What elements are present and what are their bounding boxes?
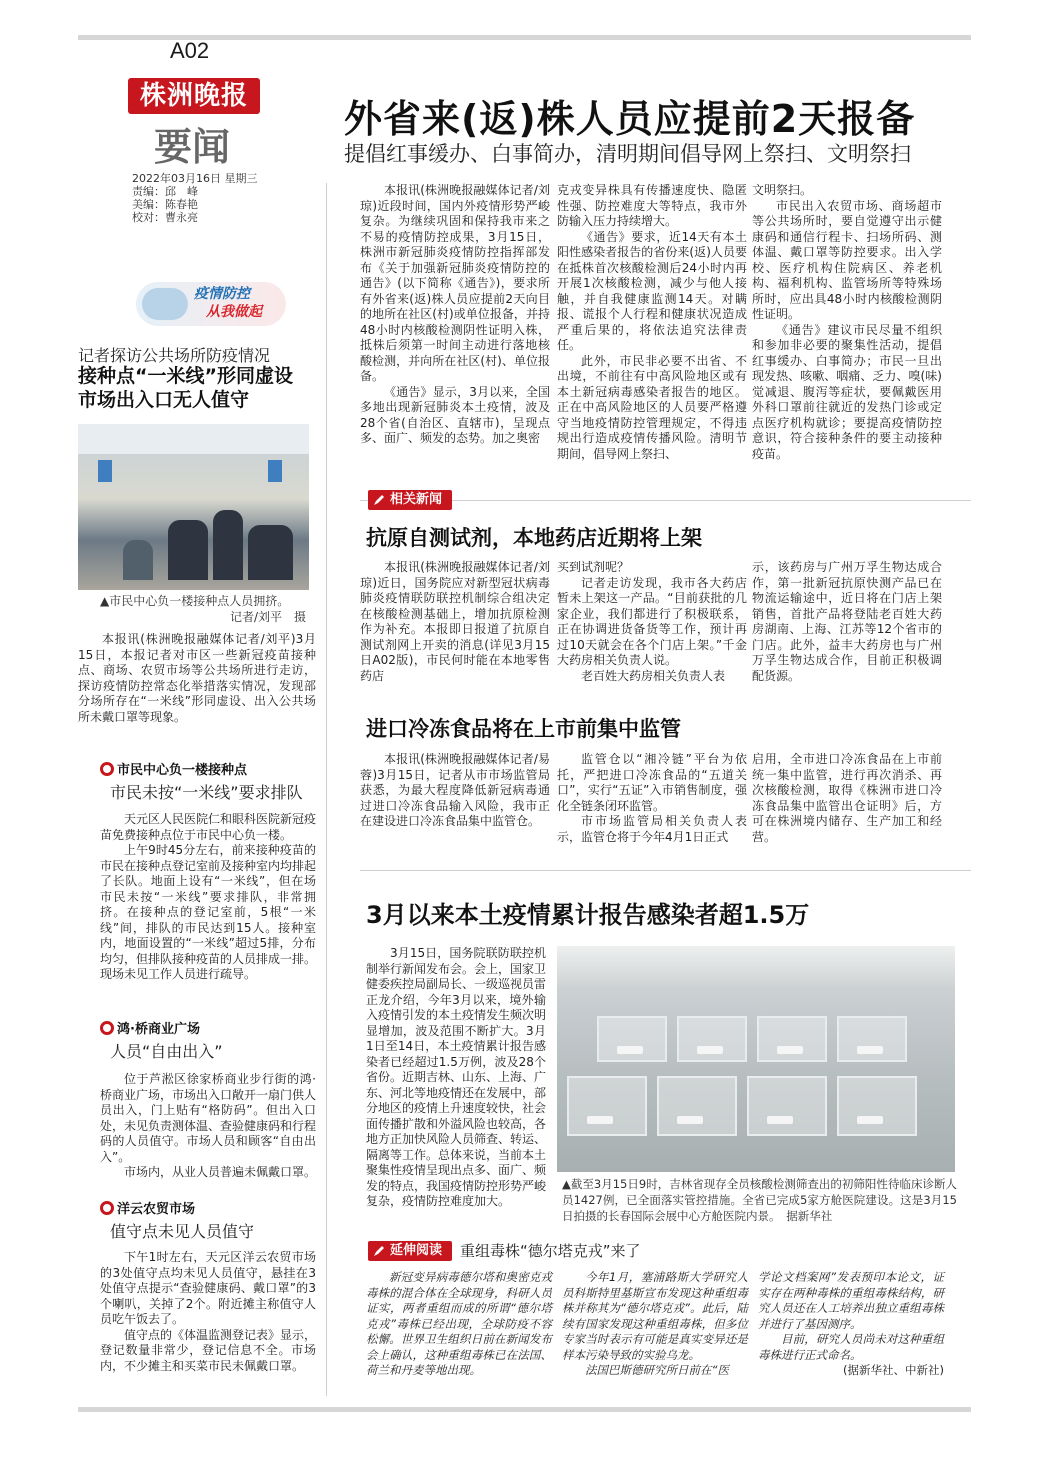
pen-icon xyxy=(373,1245,385,1257)
hospital-photo-credit: 据新华社 xyxy=(786,1209,833,1223)
left-story-headline-2: 市场出入口无人值守 xyxy=(78,389,250,411)
issue-date: 2022年03月16日 星期三 xyxy=(132,172,258,185)
bottom-rule xyxy=(78,1407,971,1412)
story-2-headline: 抗原自测试剂，本地药店近期将上架 xyxy=(366,526,702,550)
credit-proofreader: 校对：曹永亮 xyxy=(132,211,198,224)
vaccination-site-photo xyxy=(78,424,309,590)
subsection-marker: 市民中心负一楼接种点 xyxy=(100,759,247,778)
subsection-title: 值守点未见人员值守 xyxy=(110,1222,255,1241)
circle-bullet-icon xyxy=(100,1201,114,1215)
story-3-column-2: 监管仓以“湘冷链”平台为依托，严把进口冷冻食品的“五道关口”，实行“五证”入市销售制度，强化全链条闭环监管。 市市场监管局相关负责人表示，监管仓将于今年4月1日正式 xyxy=(557,752,747,844)
hospital-photo-caption: ▲截至3月15日9时，吉林省现存全员核酸检测筛查出的初筛阳性待临床诊断人员1427例，已全面落实管控措施。全省已完成5家方舱医院建设。这是3月15日拍摄的长春国际会展中心方舱医院内景。 据新华社 xyxy=(562,1177,957,1223)
credit-designer: 美编：陈春艳 xyxy=(132,198,198,211)
pen-icon xyxy=(373,494,385,506)
subsection-title: 市民未按“一米线”要求排队 xyxy=(110,783,303,802)
page-number: A02 xyxy=(170,38,210,63)
further-reading-source: (据新华社、中新社) xyxy=(843,1363,944,1377)
main-story-column-2: 克戎变异株具有传播速度快、隐匿性强、防控难度大等特点，我市外防输入压力持续增大。 《通告》要求，近14天有本土阳性感染者报告的省份来(返)人员要在抵株首次核酸检测后24小时内再开展1次核酸检测，减少与他人接触，并自我健康监测14天。对瞒报、谎报个人行程和健康状况造成严重后果的，将依法追究法律责任。 此外，市民非必要不出省、不出境，不前往有中高风险地区或有本土新冠病毒感染者报告的地区。正在中高风险地区的人员要严格遵守当地疫情防控管理规定，不得违规出行造成疫情传播风险。清明节期间，倡导网上祭扫、 xyxy=(557,183,747,461)
campaign-line1: 疫情防控 xyxy=(194,286,250,302)
main-story-column-1: 本报讯(株洲晚报融媒体记者/刘琼)近段时间，国内外疫情形势严峻复杂。为继续巩固和保持我市来之不易的疫情防控成果，3月15日，株洲市新冠肺炎疫情防控指挥部发布《关于加强新冠肺炎疫情防控的通告》(以下简称《通告》)，要求所有外省来(返)株人员应提前2天向目的地所在社区(村)或单位报备，并持48小时内核酸检测阴性证明入株，抵株后须第一时间主动进行落地核酸检测，并向所在社区(村)、单位报备。 《通告》显示，3月以来，全国多地出现新冠肺炎本土疫情，波及28个省(自治区、直辖市)，呈现点多、面广、频发的态势。加之奥密 xyxy=(360,183,550,445)
subsection-marker: 洋云农贸市场 xyxy=(100,1198,195,1217)
campaign-figures-icon xyxy=(142,288,188,320)
subsection-body: 位于芦淞区徐家桥商业步行街的鸿·桥商业广场，市场出入口敞开一扇门供人员出入，门上贴有“格防码”。但出入口处，未见负责测体温、查验健康码和行程码的人员值守。市场人员和顾客“自由出入”。 市场内，从业人员普遍未佩戴口罩。 xyxy=(100,1072,317,1179)
story-3-headline: 进口冷冻食品将在上市前集中监管 xyxy=(366,717,681,741)
section-name: 要闻 xyxy=(154,124,231,169)
subsection-body: 下午1时左右，天元区洋云农贸市场的3处值守点均未见人员值守，悬挂在3处值守点提示“查验健康码、戴口罩”的3个喇叭，关掉了2个。附近摊主称值守人员吃午饭去了。 值守点的《体温监测登记表》显示，登记数量非常少，登记信息不全。市场内，不少摊主和买菜市民未佩戴口罩。 xyxy=(100,1250,317,1373)
field-hospital-photo xyxy=(557,946,955,1172)
section-rule xyxy=(360,870,971,871)
campaign-line2: 从我做起 xyxy=(206,304,262,320)
main-headline: 外省来(返)株人员应提前2天报备 xyxy=(344,97,916,141)
story-2-column-2: 买到试剂呢？ 记者走访发现，我市各大药店暂未上架这一产品。“目前获批的几家企业，我们都进行了积极联系，正在协调进货备货等工作，预计再过10天就会在各个门店上架。”千金大药房相关负责人说。 老百姓大药房相关负责人表 xyxy=(557,560,747,683)
main-subheadline: 提倡红事缓办、白事简办，清明期间倡导网上祭扫、文明祭扫 xyxy=(344,142,911,166)
top-rule xyxy=(78,35,971,40)
left-photo-credit: 记者/刘平 摄 xyxy=(230,610,307,624)
left-photo-caption: ▲市民中心负一楼接种点人员拥挤。 xyxy=(100,594,290,608)
story-4-body: 3月15日，国务院联防联控机制举行新闻发布会。会上，国家卫健委疾控局副局长、一级巡视员雷正龙介绍，今年3月以来，境外输入疫情引发的本土疫情发生频次明显增加，波及范围不断扩大。3月1日至14日，本土疫情累计报告感染者已经超过1.5万例，波及28个省份。近期吉林、山东、上海、广东、河北等地疫情还在发展中，部分地区的疫情上升速度较快，社会面传播扩散和外溢风险也较高，各地方正加快风险人员筛查、转运、隔离等工作。总体来说，当前本土聚集性疫情呈现出点多、面广、频发的特点，我国疫情防控形势严峻复杂，疫情防控难度加大。 xyxy=(366,946,547,1208)
campaign-banner xyxy=(136,282,286,326)
related-news-tag: 相关新闻 xyxy=(368,490,452,510)
story-2-column-1: 本报讯(株洲晚报融媒体记者/刘琼)近日，国务院应对新型冠状病毒肺炎疫情联防联控机制综合组决定在核酸检测基础上，增加抗原检测作为补充。本报即日报道了抗原自测试剂网上开卖的消息(详见3月15日A02版)，市民何时能在本地零售药店 xyxy=(360,560,550,683)
story-2-column-3: 示，该药房与广州万孚生物达成合作，第一批新冠抗原快测产品已在物流运输途中，近日将在门店上架销售，首批产品将登陆老百姓大药房湖南、上海、江苏等12个省市的门店。此外，益丰大药房也与广州万孚生物达成合作，目前正积极调配货源。 xyxy=(752,560,942,683)
story-4-headline: 3月以来本土疫情累计报告感染者超1.5万 xyxy=(366,901,810,929)
credits-block xyxy=(132,172,258,224)
circle-bullet-icon xyxy=(100,762,114,776)
further-reading-column-1: 新冠变异病毒德尔塔和奥密克戎毒株的混合体在全球现身，科研人员证实，两者重组而成的所谓“德尔塔克戎”毒株已经出现，全球防疫不容松懈。世界卫生组织日前在新闻发布会上确认，这种重组毒株已在法国、荷兰和丹麦等地出现。 xyxy=(366,1270,552,1377)
column-divider xyxy=(326,183,327,1396)
left-story-headline-1: 接种点“一米线”形同虚设 xyxy=(78,365,293,387)
further-reading-tag: 延伸阅读 xyxy=(368,1241,452,1261)
main-story-column-3: 文明祭扫。 市民出入农贸市场、商场超市等公共场所时，要自觉遵守出示健康码和通信行程卡、扫场所码、测体温、戴口罩等防控要求。出入学校、医疗机构住院病区、养老机构、福利机构、监管场所等特殊场所时，应出具48小时内核酸检测阴性证明。 《通告》建议市民尽量不组织和参加非必要的聚集性活动，提倡红事缓办、白事简办；市民一旦出现发热、咳嗽、咽痛、乏力、嗅(味)觉减退、腹泻等症状，要佩戴医用外科口罩前往就近的发热门诊或定点医疗机构就诊；要提高疫情防控意识，符合接种条件的要主动接种疫苗。 xyxy=(752,183,942,461)
story-3-column-3: 启用，全市进口冷冻食品在上市前统一集中监管，进行再次消杀、再次核酸检测，取得《株洲市进口冷冻食品集中监管出仓证明》后，方可在株洲境内储存、生产加工和经营。 xyxy=(752,752,942,844)
further-reading-column-2: 今年1月，塞浦路斯大学研究人员科斯特里基斯宣布发现这种重组毒株并称其为“德尔塔克戎”。此后，陆续有国家发现这种重组毒株，但多位专家当时表示有可能是真实变异还是样本污染导致的实验乌龙。 法国巴斯德研究所日前在“医 xyxy=(562,1270,748,1377)
left-story-intro: 本报讯(株洲晚报融媒体记者/刘平)3月15日，本报记者对市区一些新冠疫苗接种点、商场、农贸市场等公共场所进行走访，探访疫情防控常态化举措落实情况，发现部分场所存在“一米线”形同虚设、出入公共场所未戴口罩等现象。 xyxy=(78,632,316,724)
newspaper-logo: 株洲晚报 xyxy=(128,78,260,114)
subsection-marker: 鸿·桥商业广场 xyxy=(100,1018,200,1037)
further-reading-column-3: 学论文档案网”发表预印本论文，证实存在两种毒株的重组毒株结构，研究人员还在人工培养出独立重组毒株并进行了基因测序。 目前，研究人员尚未对这种重组毒株进行正式命名。 (据新华社、中新社) xyxy=(758,1270,944,1377)
story-3-column-1: 本报讯(株洲晚报融媒体记者/易蓉)3月15日，记者从市市场监管局获悉，为最大程度降低新冠病毒通过进口冷冻食品输入风险，我市正在建设进口冷冻食品集中监管仓。 xyxy=(360,752,550,828)
subsection-body: 天元区人民医院仁和眼科医院新冠疫苗免费接种点位于市民中心负一楼。 上午9时45分左右，前来接种疫苗的市民在接种点登记室前及接种室内均排起了长队。地面上设有“一米线”，但在场市民未按“一米线”要求排队，非常拥挤。在接种点的登记室前，5根“一米线”间，排队的市民达到15人。接种室内，地面设置的“一米线”超过5排，分布均匀，但排队接种疫苗的人员排成一排。现场未见工作人员进行疏导。 xyxy=(100,812,317,981)
left-story-kicker: 记者探访公共场所防疫情况 xyxy=(78,346,271,365)
credit-editor: 责编：邱 峰 xyxy=(132,185,198,198)
circle-bullet-icon xyxy=(100,1021,114,1035)
further-reading-title: 重组毒株“德尔塔克戎”来了 xyxy=(460,1242,641,1260)
subsection-title: 人员“自由出入” xyxy=(110,1042,223,1061)
